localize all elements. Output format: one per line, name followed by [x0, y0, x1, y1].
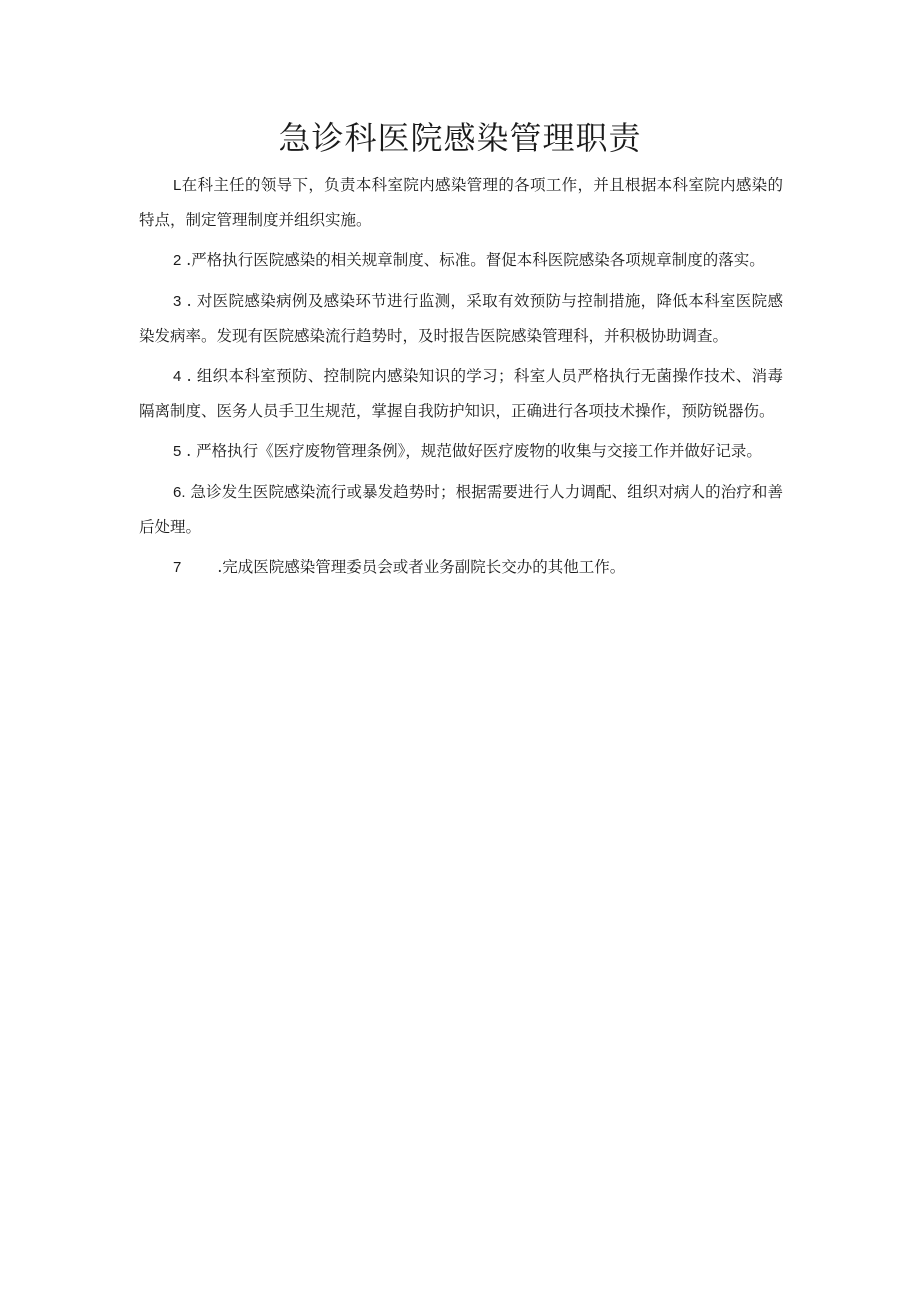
- list-item: [139, 284, 783, 353]
- item-number: 4: [173, 368, 182, 385]
- list-item: [139, 243, 783, 278]
- item-text: .完成医院感染管理委员会或者业务副院长交办的其他工作。: [217, 558, 626, 576]
- item-number: 3: [173, 293, 182, 310]
- page-title: 急诊科医院感染管理职责: [278, 119, 642, 157]
- item-text: . 严格执行《医疗废物管理条例》，规范做好医疗废物的收集与交接工作并做好记录。: [181, 442, 762, 460]
- item-text: .严格执行医院感染的相关规章制度、标准。督促本科医院感染各项规章制度的落实。: [181, 251, 765, 269]
- item-text: 急诊发生医院感染流行或暴发趋势时；根据需要进行人力调配、组织对病人的治疗和善后处理。: [139, 483, 783, 536]
- list-item: [139, 434, 783, 469]
- item-text: 在科主任的领导下，负责本科室院内感染管理的各项工作，并且根据本科室院内感染的特点，制定管理制度并组织实施。: [139, 176, 783, 229]
- list-item: [139, 168, 783, 237]
- item-number: 7: [173, 559, 182, 576]
- item-number: 6.: [173, 484, 186, 501]
- item-number: L: [173, 177, 182, 194]
- item-number: 2: [173, 252, 182, 269]
- list-item: [139, 359, 783, 428]
- list-item: [139, 550, 783, 585]
- item-text: . 组织本科室预防、控制院内感染知识的学习；科室人员严格执行无菌操作技术、消毒隔离制度、医务人员手卫生规范，掌握自我防护知识，正确进行各项技术操作，预防锐器伤。: [139, 367, 783, 420]
- item-text: . 对医院感染病例及感染环节进行监测，采取有效预防与控制措施，降低本科室医院感染发病率。发现有医院感染流行趋势时，及时报告医院感染管理科，并积极协助调查。: [139, 292, 783, 345]
- document-body: [139, 168, 783, 591]
- list-item: [139, 475, 783, 544]
- item-number: 5: [173, 443, 182, 460]
